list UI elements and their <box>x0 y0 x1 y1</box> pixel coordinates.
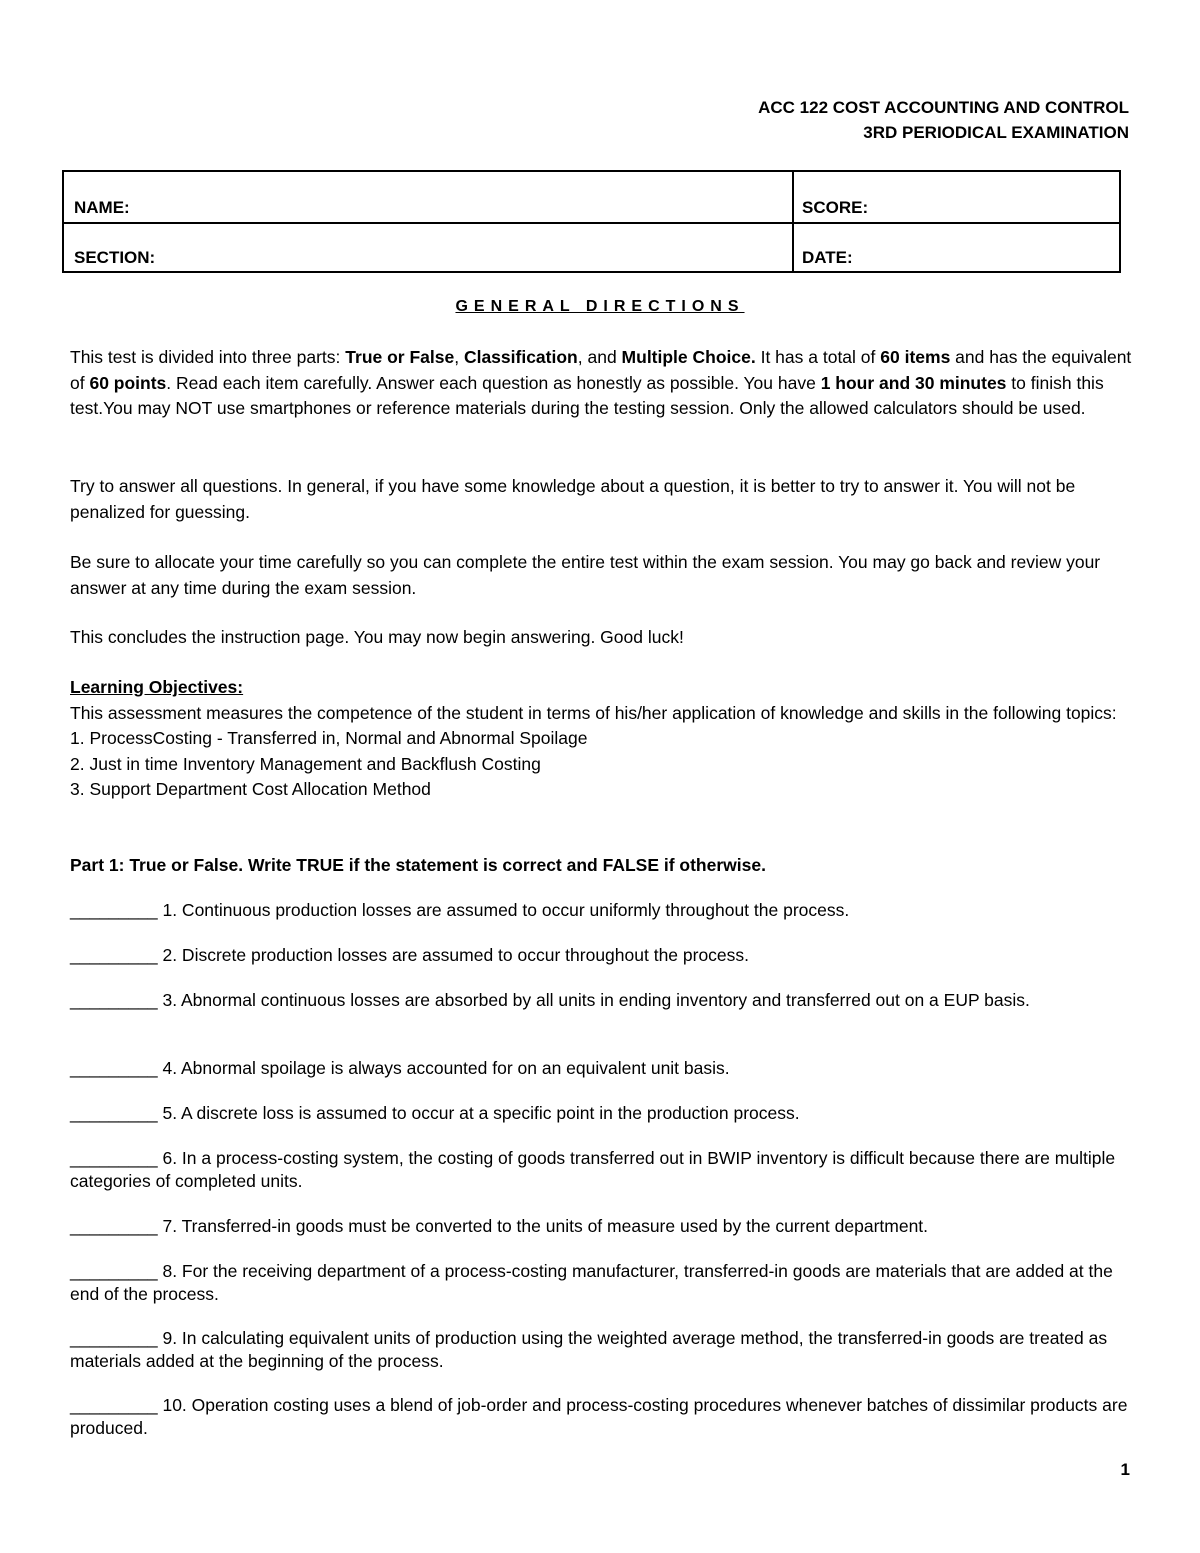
text-span: It has a total of <box>755 347 881 367</box>
question-text: 5. A discrete loss is assumed to occur at a specific point in the production process. <box>157 1103 800 1123</box>
learning-objectives <box>70 675 1135 803</box>
answer-blank: _________ <box>70 945 158 965</box>
exam-title: 3RD PERIODICAL EXAMINATION <box>863 123 1129 142</box>
answer-blank: _________ <box>70 1328 158 1348</box>
bold-span: 60 items <box>880 347 951 367</box>
course-title: ACC 122 COST ACCOUNTING AND CONTROL <box>758 98 1129 117</box>
question-text: 8. For the receiving department of a process-costing manufacturer, transferred-in goods are materials that are added at the end of the process. <box>70 1261 1113 1304</box>
student-info-table <box>62 170 1121 273</box>
part1-title: Part 1: True or False. Write TRUE if the statement is correct and FALSE if otherwise. <box>70 855 766 875</box>
objective-item: 3. Support Department Cost Allocation Method <box>70 779 431 799</box>
question-item <box>70 1215 1135 1238</box>
question-item <box>70 1394 1135 1439</box>
question-text: 3. Abnormal continuous losses are absorbed by all units in ending inventory and transferred out on a EUP basis. <box>157 990 1030 1010</box>
answer-blank: _________ <box>70 1148 158 1168</box>
learning-objectives-title: Learning Objectives: <box>70 677 244 697</box>
question-text: 1. Continuous production losses are assumed to occur uniformly throughout the process. <box>157 900 850 920</box>
directions-paragraph-3: Be sure to allocate your time carefully so you can complete the entire test within the exam session. You may go back and review your answer at any time during the exam session. <box>70 552 1101 598</box>
bold-span: Classification <box>463 347 578 367</box>
directions-paragraph-2: Try to answer all questions. In general, if you have some knowledge about a question, it is better to try to answer it. You will not be penalized for guessing. <box>70 476 1076 522</box>
bold-span: 60 points <box>89 372 167 393</box>
answer-blank: _________ <box>70 1216 158 1236</box>
info-row-2 <box>64 223 1119 273</box>
question-item <box>70 1147 1135 1192</box>
question-text: 9. In calculating equivalent units of production using the weighted average method, the transferred-in goods are treated as materials added at the beginning of the process. <box>70 1328 1108 1371</box>
question-text: 10. Operation costing uses a blend of job-order and process-costing procedures whenever batches of dissimilar products are produced. <box>70 1395 1128 1438</box>
general-directions-title: GENERAL DIRECTIONS <box>455 298 745 315</box>
page-number: 1 <box>1120 1460 1130 1479</box>
question-item <box>70 1260 1135 1305</box>
text-span: and has the equivalent of <box>70 347 1132 393</box>
question-text: 6. In a process-costing system, the costing of goods transferred out in BWIP inventory is difficult because there are multiple categories of completed units. <box>70 1148 1116 1191</box>
answer-blank: _________ <box>70 1261 158 1281</box>
text-span: , <box>454 347 464 367</box>
bold-span: True or False <box>345 347 455 367</box>
question-item <box>70 1327 1135 1372</box>
question-item <box>70 1057 1135 1080</box>
table-divider <box>792 172 794 271</box>
question-item <box>70 989 1135 1012</box>
question-item <box>70 1102 1135 1125</box>
date-label: DATE: <box>802 248 853 267</box>
bold-span: 1 hour and 30 minutes <box>820 372 1007 393</box>
exam-header <box>758 95 1129 145</box>
text-span: to finish this test.You may NOT use smartphones or reference materials during the testing session. Only the allowed calculators should be used. <box>70 372 1104 418</box>
objective-item: 2. Just in time Inventory Management and Backflush Costing <box>70 753 541 774</box>
text-span: . Read each item carefully. Answer each question as honestly as possible. You have <box>166 372 821 393</box>
info-row-1 <box>64 172 1119 224</box>
learning-objectives-intro: This assessment measures the competence of the student in terms of his/her application of knowledge and skills in the following topics: <box>70 702 1117 723</box>
answer-blank: _________ <box>70 1058 158 1078</box>
question-text: 7. Transferred-in goods must be converted to the units of measure used by the current department. <box>157 1216 929 1236</box>
question-text: 2. Discrete production losses are assumed to occur throughout the process. <box>157 945 750 965</box>
directions-paragraph-4: This concludes the instruction page. You may now begin answering. Good luck! <box>70 627 684 647</box>
directions-paragraph-1 <box>70 345 1135 422</box>
bold-span: Multiple Choice. <box>621 347 756 367</box>
name-label: NAME: <box>74 198 130 217</box>
objective-item: 1. ProcessCosting - Transferred in, Normal and Abnormal Spoilage <box>70 728 588 748</box>
answer-blank: _________ <box>70 900 158 920</box>
question-item <box>70 899 1135 922</box>
answer-blank: _________ <box>70 990 158 1010</box>
answer-blank: _________ <box>70 1395 158 1415</box>
text-span: This test is divided into three parts: <box>70 347 346 367</box>
text-span: , and <box>577 347 622 367</box>
section-label: SECTION: <box>74 248 156 267</box>
question-item <box>70 944 1135 967</box>
answer-blank: _________ <box>70 1103 158 1123</box>
score-label: SCORE: <box>802 198 869 217</box>
question-text: 4. Abnormal spoilage is always accounted for on an equivalent unit basis. <box>157 1058 730 1078</box>
